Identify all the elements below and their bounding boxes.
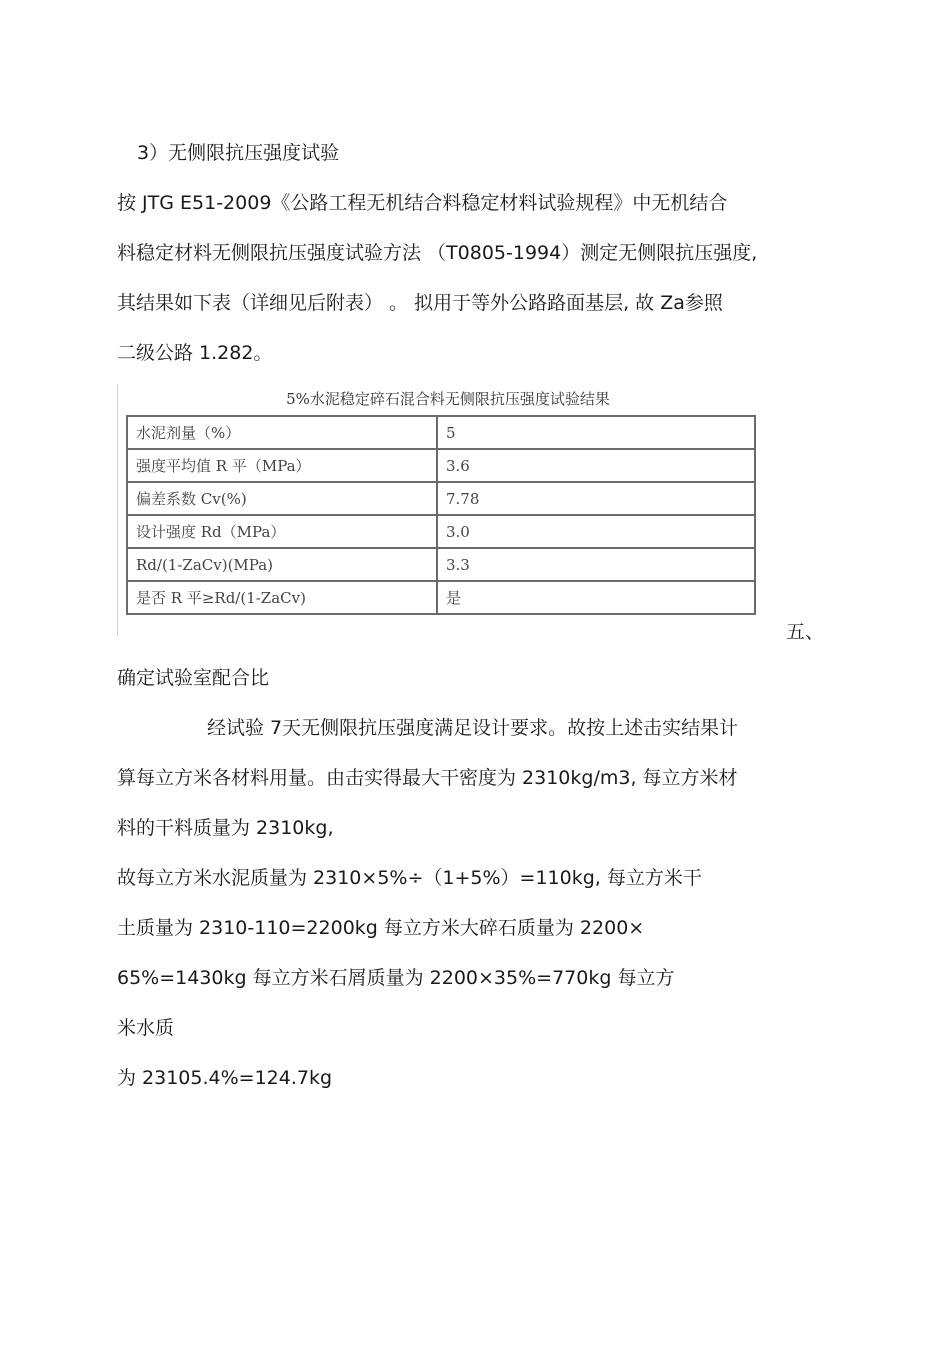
result-table-image — [117, 384, 778, 636]
table-cell-label: Rd/(1-ZaCv)(MPa) — [127, 548, 437, 581]
table-row — [127, 416, 755, 449]
table-cell-value: 是 — [437, 581, 755, 614]
table-title: 5%水泥稳定碎石混合料无侧限抗压强度试验结果 — [286, 390, 610, 408]
paragraph-line: 土质量为 2310-110=2200kg 每立方米大碎石质量为 2200× — [117, 917, 645, 939]
paragraph-line: 65%=1430kg 每立方米石屑质量为 2200×35%=770kg 每立方 — [117, 967, 675, 989]
paragraph-line: 按 JTG E51-2009《公路工程无机结合料稳定材料试验规程》中无机结合 — [117, 192, 728, 214]
table-row — [127, 482, 755, 515]
section-heading: 3）无侧限抗压强度试验 — [137, 142, 340, 164]
table-row — [127, 515, 755, 548]
table-cell-label: 是否 R 平≥Rd/(1-ZaCv) — [127, 581, 437, 614]
table-cell-label: 设计强度 Rd（MPa） — [127, 515, 437, 548]
paragraph-line: 算每立方米各材料用量。由击实得最大干密度为 2310kg/m3, 每立方米材 — [117, 767, 738, 789]
paragraph-line: 料的干料质量为 2310kg, — [117, 817, 334, 839]
result-table — [126, 415, 756, 615]
table-cell-label: 强度平均值 R 平（MPa） — [127, 449, 437, 482]
paragraph-line: 料稳定材料无侧限抗压强度试验方法 （T0805-1994）测定无侧限抗压强度, — [117, 242, 758, 264]
table-row — [127, 449, 755, 482]
table-cell-value: 3.6 — [437, 449, 755, 482]
paragraph-line: 米水质 — [117, 1017, 175, 1039]
table-cell-label: 水泥剂量（%） — [127, 416, 437, 449]
table-cell-value: 7.78 — [437, 482, 755, 515]
table-row — [127, 581, 755, 614]
table-row — [127, 548, 755, 581]
table-cell-value: 3.3 — [437, 548, 755, 581]
section-number: 五、 — [786, 621, 825, 643]
paragraph-line: 经试验 7天无侧限抗压强度满足设计要求。故按上述击实结果计 — [207, 717, 739, 739]
paragraph-line: 其结果如下表（详细见后附表） 。 拟用于等外公路路面基层, 故 Za参照 — [117, 292, 723, 314]
paragraph-line: 二级公路 1.282。 — [117, 342, 273, 364]
table-cell-label: 偏差系数 Cv(%) — [127, 482, 437, 515]
paragraph-line: 故每立方米水泥质量为 2310×5%÷（1+5%）=110kg, 每立方米干 — [117, 867, 702, 889]
section-title: 确定试验室配合比 — [117, 667, 270, 689]
table-cell-value: 3.0 — [437, 515, 755, 548]
paragraph-line: 为 23105.4%=124.7kg — [117, 1067, 333, 1089]
table-cell-value: 5 — [437, 416, 755, 449]
